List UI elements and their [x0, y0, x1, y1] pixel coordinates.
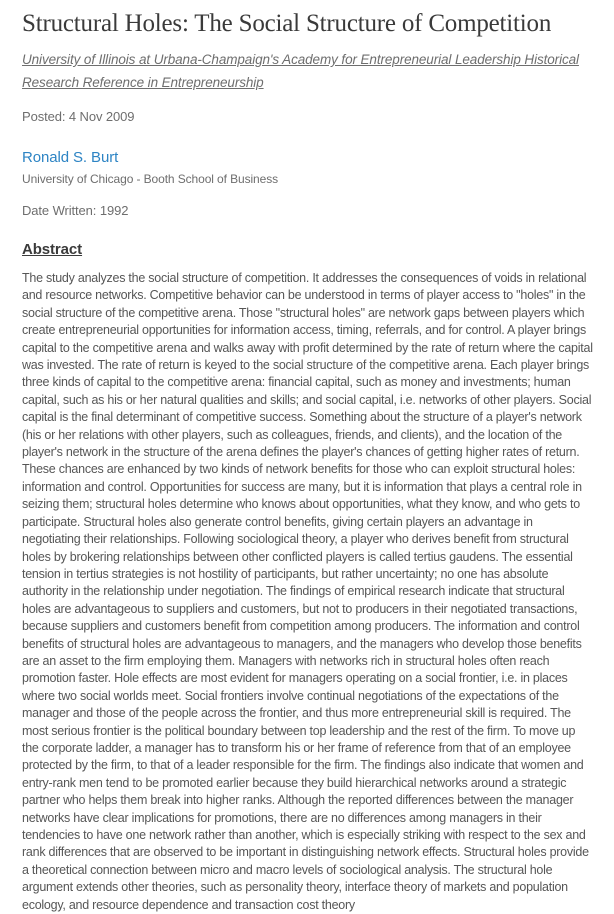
series-link[interactable]: University of Illinois at Urbana-Champaign's Academy for Entrepreneurial Leadership Historical Research Reference in Entrepreneurship — [22, 52, 579, 90]
author-block — [22, 149, 592, 186]
abstract-heading: Abstract — [22, 241, 83, 258]
posted-date: Posted: 4 Nov 2009 — [22, 109, 135, 124]
paper-title: Structural Holes: The Social Structure of Competition — [22, 10, 552, 37]
date-written: Date Written: 1992 — [22, 203, 129, 218]
author-link[interactable]: Ronald S. Burt — [22, 149, 119, 166]
author-affiliation: University of Chicago - Booth School of Business — [22, 172, 278, 186]
abstract-text: The study analyzes the social structure of competition. It addresses the consequences of voids in relational and resource networks. Competitive behavior can be understood in terms of player access to "holes" in the social structure of the competitive arena. Those "structural holes" are network gaps between players which create entrepreneurial opportunities for information access, timing, referrals, and for control. A player brings capital to the competitive arena and walks away with profit determined by the rate of return where the capital was invested. The rate of return is keyed to the social structure of the competitive arena. Each player brings three kinds of capital to the competitive arena: financial capital, such as money and investments; human capital, such as his or her natural qualities and skills; and social capital, i.e. networks of other players. Social capital is the final determinant of competitive success. Something about the structure of a player's network (his or her relations with other players, such as colleagues, friends, and clients), and the location of the player's network in the structure of the arena defines the player's chances of getting higher rates of return. These chances are enhanced by two kinds of network benefits for those who can exploit structural holes: information and control. Opportunities for success are many, but it is information that plays a central role in seizing them; structural holes determine who knows about opportunities, what they know, and who gets to participate. Structural holes also generate control benefits, giving certain players an advantage in negotiating their relationships. Following sociological theory, a player who derives benefit from structural holes by brokering relationships between other conflicted players is called tertius gaudens. The essential tension in tertius strategies is not hostility of participants, but rather uncertainty; no one has absolute authority in the relationship under negotiation. The findings of empirical research indicate that structural holes are advantageous to suppliers and customers, but not to producers in their negotiated transactions, because suppliers and customers benefit from competition among producers. The information and control benefits of structural holes are advantageous to managers, and the managers who develop those benefits are an asset to the firm employing them. Managers with networks rich in structural holes often reach promotion faster. Hole effects are most evident for managers operating on a social frontier, i.e. in places where two social worlds meet. Social frontiers involve continual negotiations of the expectations of the manager and those of the people across the frontier, and thus more entrepreneurial skill is required. The most serious frontier is the political boundary between top leadership and the rest of the firm. To move up the corporate ladder, a manager has to transform his or her frame of reference from that of an employee protected by the firm, to that of a leader responsible for the firm. The findings also indicate that women and entry-rank men tend to be promoted earlier because they build hierarchical networks around a strategic partner who helps them break into higher ranks. Although the reported differences between the manager networks have clear implications for promotions, there are no differences among managers in their tendencies to have one network rather than another, which is especially striking with respect to the sex and rank differences that are observed to be important in distinguishing network effects. Structural holes provide a theoretical connection between micro and macro levels of sociological analysis. The structural hole argument extends other theories, such as personality theory, interface theory of markets and population ecology, and resource dependence and transaction cost theory — [22, 271, 593, 912]
